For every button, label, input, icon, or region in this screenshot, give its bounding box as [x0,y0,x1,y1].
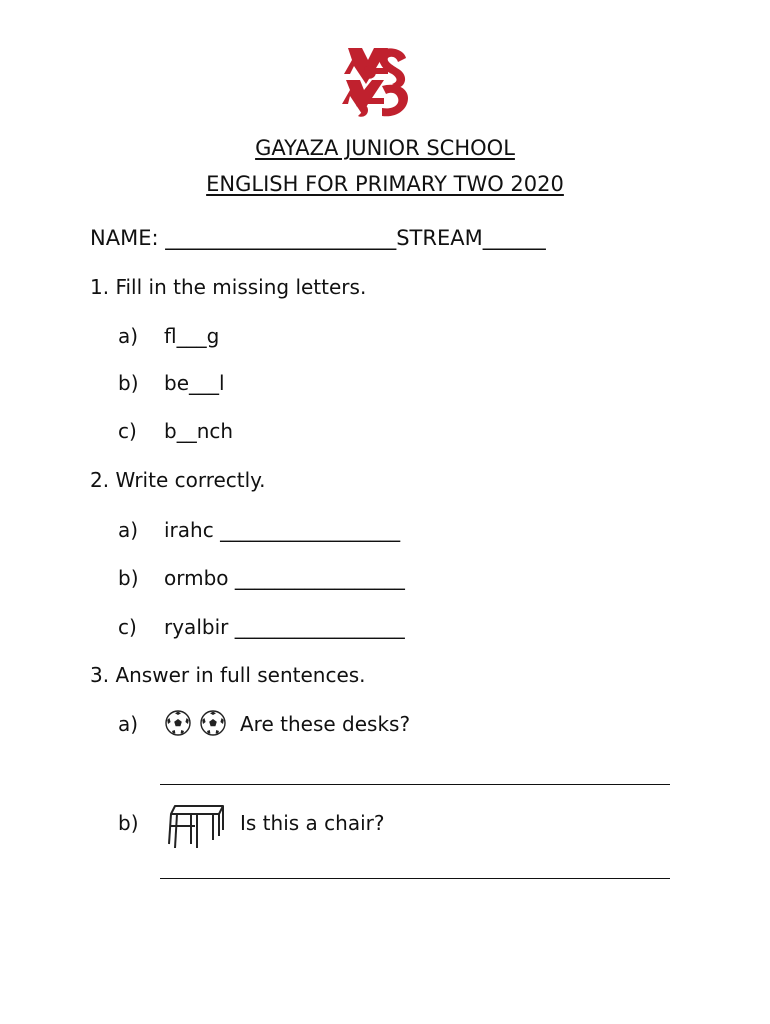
item-label: c) [118,615,137,639]
item-label: b) [118,566,139,590]
item-text: ormbo _________________ [164,566,405,590]
item-label: c) [118,419,137,443]
paper-title: ENGLISH FOR PRIMARY TWO 2020 [206,172,564,196]
section-2-heading: 2. Write correctly. [90,468,266,492]
school-name: GAYAZA JUNIOR SCHOOL [255,136,515,160]
answer-line [160,878,670,879]
item-text: irahc __________________ [164,518,401,542]
item-label: a) [118,712,139,736]
item-text: be___l [164,371,225,395]
table-icon [165,804,227,850]
name-stream-line: NAME: ______________________STREAM______ [90,226,546,250]
question-text: Are these desks? [240,712,411,736]
section-3-heading: 3. Answer in full sentences. [90,663,366,687]
item-label: b) [118,371,139,395]
football-icon [165,710,191,736]
question-text: Is this a chair? [240,811,385,835]
school-crest-logo [342,44,410,120]
item-label: a) [118,324,139,348]
item-text: b__nch [164,419,234,443]
item-label: a) [118,518,139,542]
section-1-heading: 1. Fill in the missing letters. [90,275,367,299]
item-text: fl___g [164,324,220,348]
answer-line [160,784,670,785]
football-icon [200,710,226,736]
item-text: ryalbir _________________ [164,615,405,639]
item-label: b) [118,811,139,835]
